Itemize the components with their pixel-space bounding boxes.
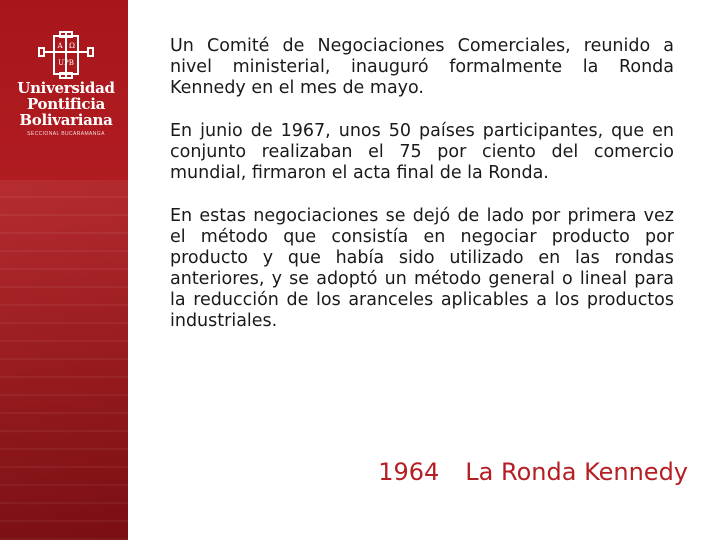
logo-line-seccional: SECCIONAL BUCARAMANGA <box>27 131 105 137</box>
university-logo <box>10 30 122 137</box>
slide-footer-title <box>378 458 688 486</box>
footer-title: La Ronda Kennedy <box>465 458 688 486</box>
paragraph-3: En estas negociaciones se dejó de lado por primera vez el método que consistía en negociar producto por producto y que había sido utilizado en las rondas anteriores, y se adoptó un método general o lineal para la reducción de los aranceles aplicables a los productos industriales. <box>170 206 674 331</box>
building-background <box>0 180 128 540</box>
upb-shield-icon <box>37 30 95 80</box>
svg-text:Ω: Ω <box>69 42 75 50</box>
logo-line-pontificia: Pontificia <box>26 95 106 113</box>
footer-year: 1964 <box>378 458 440 486</box>
sidebar-banner <box>0 0 128 540</box>
svg-text:A: A <box>57 42 63 50</box>
paragraph-2: En junio de 1967, unos 50 países participantes, que en conjunto realizaban el 75 por ciento del comercio mundial, firmaron el acta final de la Ronda. <box>170 121 674 183</box>
svg-text:UPB: UPB <box>58 59 74 67</box>
logo-line-bolivariana: Bolivariana <box>19 111 113 129</box>
paragraph-1: Un Comité de Negociaciones Comerciales, reunido a nivel ministerial, inauguró formalmente la Ronda Kennedy en el mes de mayo. <box>170 36 674 98</box>
slide-body <box>170 36 674 354</box>
logo-line-universidad: Universidad <box>17 79 115 97</box>
